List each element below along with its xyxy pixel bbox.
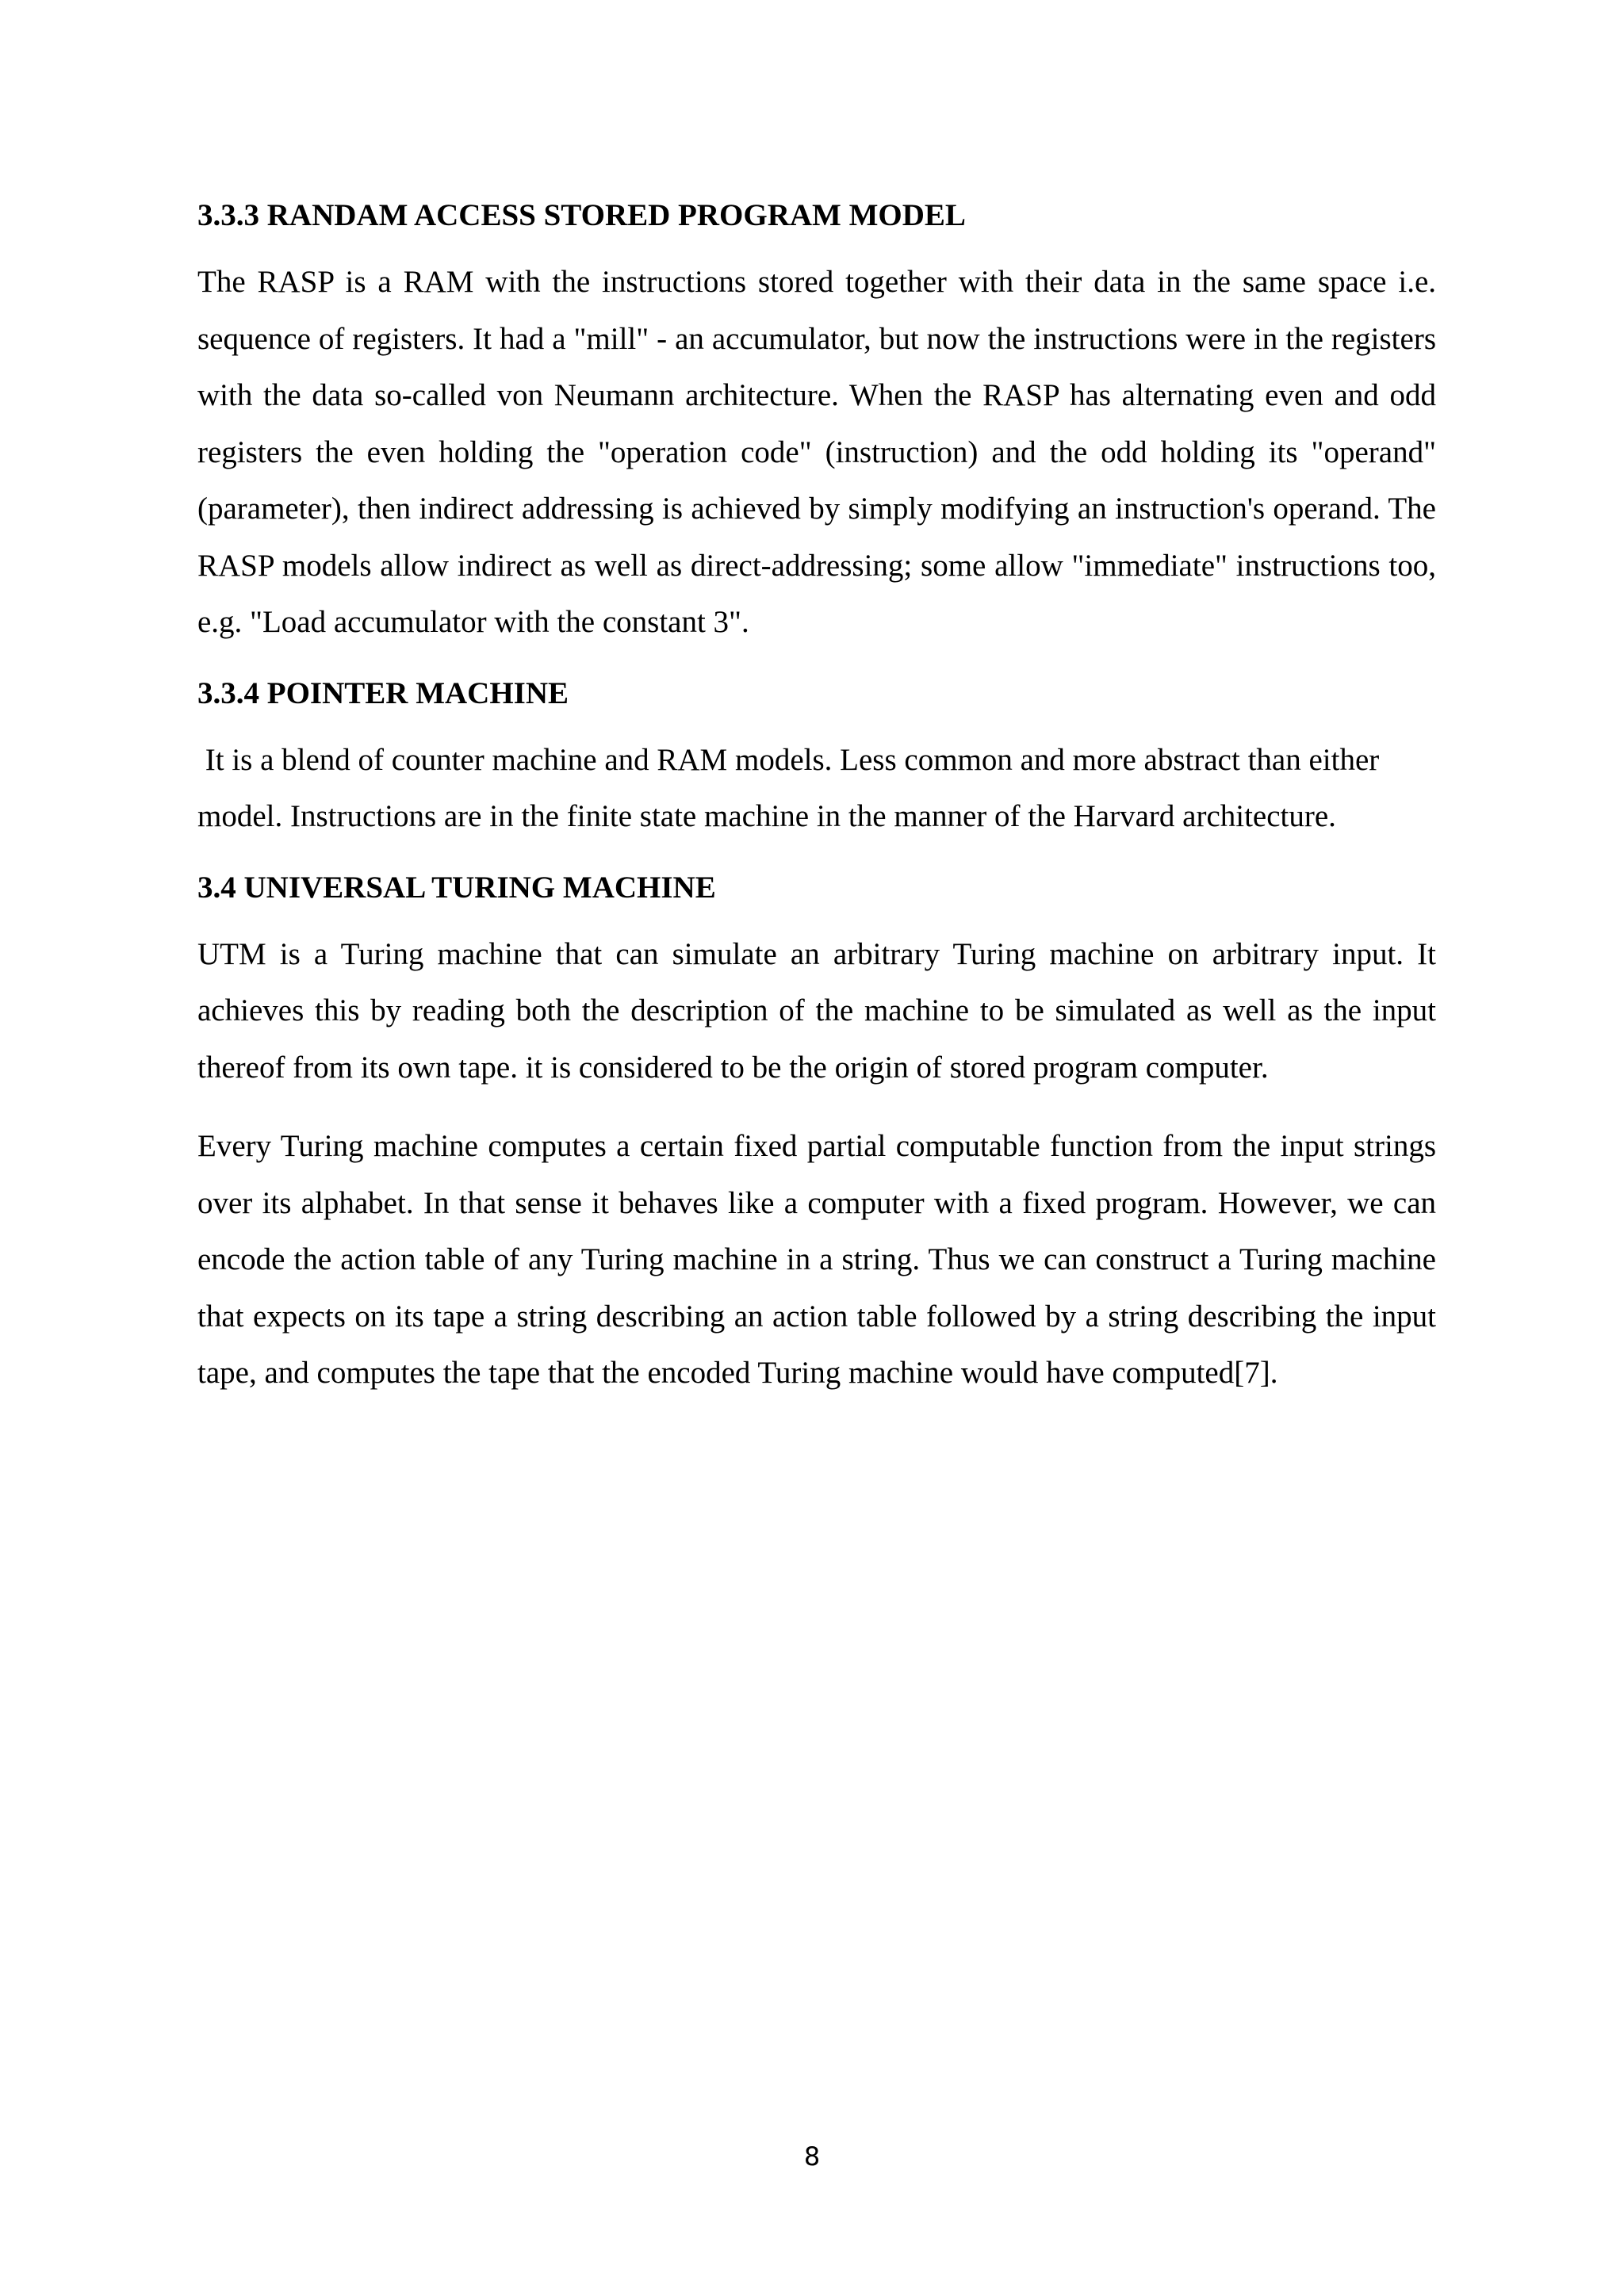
section-heading-utm: 3.4 UNIVERSAL TURING MACHINE — [197, 870, 716, 905]
section-heading-rasp: 3.3.3 RANDAM ACCESS STORED PROGRAM MODEL — [197, 198, 966, 232]
page-number: 8 — [803, 2141, 821, 2172]
page-content — [197, 192, 1436, 1402]
paragraph-utm-intro: UTM is a Turing machine that can simulate an arbitrary Turing machine on arbitrary input. It achieves this by reading both the description of the machine to be simulated as well as the input thereof from its own tape. it is considered to be the origin of stored program computer. — [197, 936, 1436, 1085]
paragraph-utm-detail: Every Turing machine computes a certain fixed partial computable function from the input strings over its alphabet. In that sense it behaves like a computer with a fixed program. However, we can encode the action table of any Turing machine in a string. Thus we can construct a Turing machine that expects on its tape a string describing an action table followed by a string describing the input tape, and computes the tape that the encoded Turing machine would have computed[7]. — [197, 1129, 1436, 1390]
paragraph-pointer-machine: It is a blend of counter machine and RAM models. Less common and more abstract than either model. Instructions are in the finite state machine in the manner of the Harvard architecture. — [197, 742, 1387, 833]
paragraph-rasp: The RASP is a RAM with the instructions stored together with their data in the same space i.e. sequence of registers. It had a "mill" - an accumulator, but now the instructions were in the registers with the data so-called von Neumann architecture. When the RASP has alternating even and odd registers the even holding the "operation code" (instruction) and the odd holding its "operand" (parameter), then indirect addressing is achieved by simply modifying an instruction's operand. The RASP models allow indirect as well as direct-addressing; some allow "immediate" instructions too, e.g. "Load accumulator with the constant 3". — [197, 265, 1436, 639]
section-heading-pointer-machine: 3.3.4 POINTER MACHINE — [197, 675, 569, 710]
